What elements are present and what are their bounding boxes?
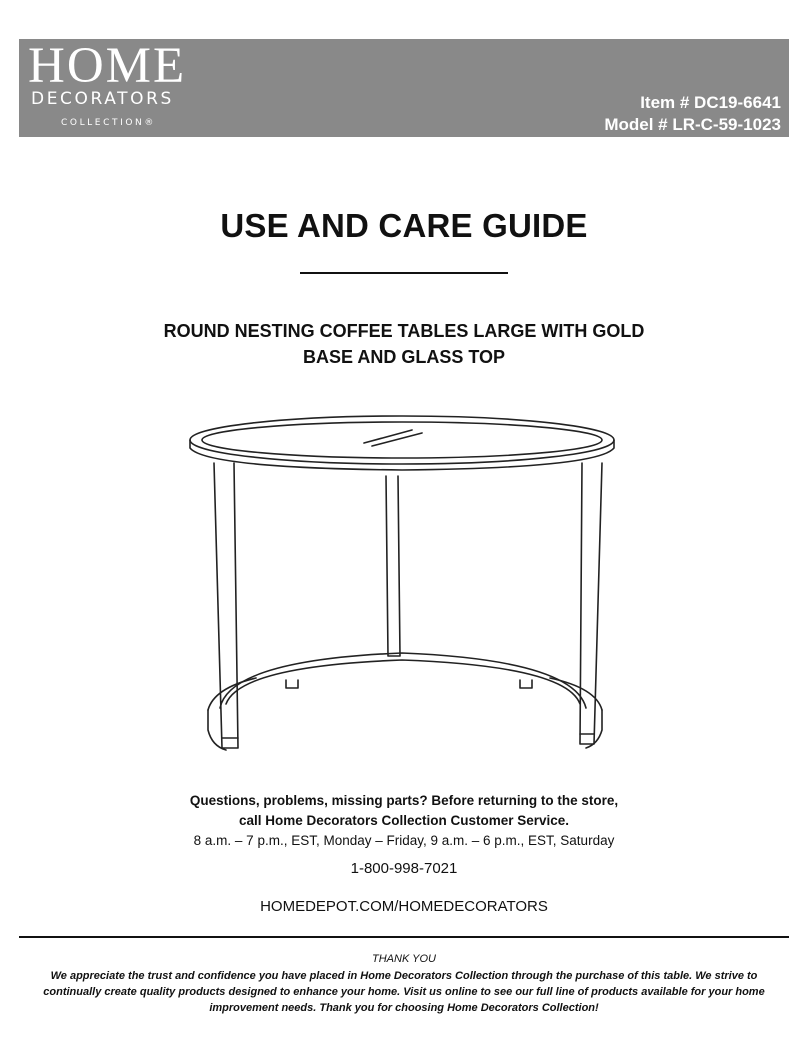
item-numbers bbox=[604, 92, 781, 136]
logo-collection-text: COLLECTION® bbox=[61, 118, 156, 128]
product-name-line2: BASE AND GLASS TOP bbox=[302, 347, 506, 367]
support-hours: 8 a.m. – 7 p.m., EST, Monday – Friday, 9 a.m. – 6 p.m., EST, Saturday bbox=[193, 833, 615, 848]
header-bar bbox=[19, 39, 789, 137]
website-url: HOMEDEPOT.COM/HOMEDECORATORS bbox=[260, 898, 548, 915]
support-line1: Questions, problems, missing parts? Before returning to the store, bbox=[189, 793, 619, 808]
support-line2: call Home Decorators Collection Customer Service. bbox=[238, 813, 570, 828]
coffee-table-illustration bbox=[186, 408, 622, 760]
guide-title: USE AND CARE GUIDE bbox=[220, 207, 588, 244]
product-name-line1: ROUND NESTING COFFEE TABLES LARGE WITH GOLD bbox=[163, 321, 645, 341]
footer-divider bbox=[19, 936, 789, 938]
logo-decorators-text: DECORATORS bbox=[31, 89, 174, 109]
thank-you-heading: THANK YOU bbox=[372, 953, 436, 965]
model-number: Model # LR-C-59-1023 bbox=[604, 115, 781, 134]
title-divider bbox=[300, 272, 508, 274]
logo-home-text: HOME bbox=[28, 38, 187, 94]
item-number: Item # DC19-6641 bbox=[640, 93, 781, 112]
phone-number: 1-800-998-7021 bbox=[350, 860, 458, 877]
thank-you-message: We appreciate the trust and confidence you have placed in Home Decorators Collection through the purchase of this table. We strive to continually create quality products designed to enhance your home. Visit us online to see our full line of products available for your home improvement needs. Thank you for choosing Home Decorators Collection! bbox=[43, 970, 765, 1014]
customer-service-info bbox=[0, 791, 808, 851]
product-name bbox=[0, 318, 808, 370]
